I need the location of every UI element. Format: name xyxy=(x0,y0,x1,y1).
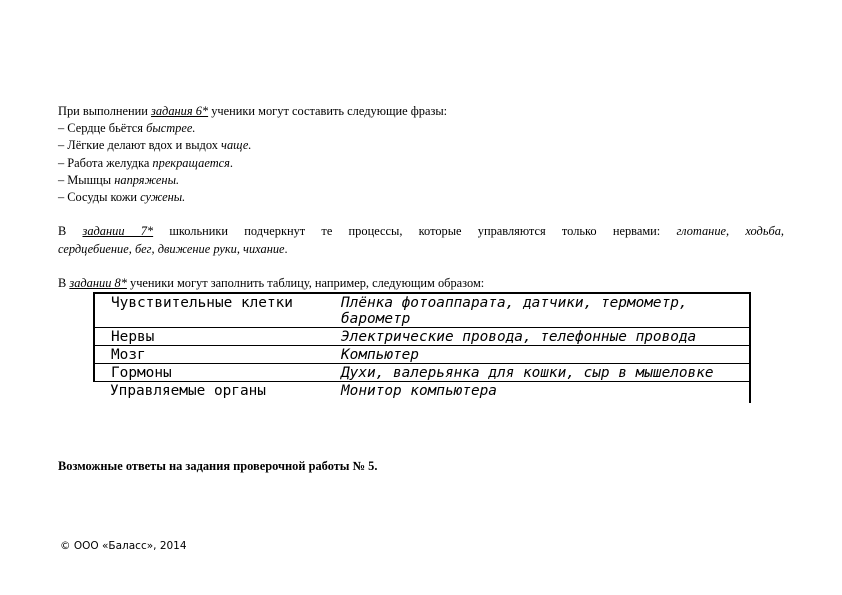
copyright-footer: © ООО «Баласс», 2014 xyxy=(60,540,187,552)
intro-text: При выполнении xyxy=(58,104,152,118)
task8-text: В xyxy=(58,276,70,290)
phrase-item xyxy=(58,189,784,206)
table-cell-organ: Мозг xyxy=(94,346,325,364)
task7-text-mid: школьники подчеркнут те процессы, которые управляются только нервами: xyxy=(153,224,677,239)
phrase-punct: . xyxy=(182,190,186,205)
table-cell-analogy: Электрические провода, телефонные провода xyxy=(325,328,750,346)
task6-reference: задания 6* xyxy=(151,104,209,118)
table-cell-organ: Нервы xyxy=(94,328,325,346)
paragraph-gap xyxy=(58,258,784,275)
section-heading: Возможные ответы на задания проверочной работы № 5. xyxy=(58,459,378,473)
paragraph-gap xyxy=(58,206,784,223)
task7-answers-part2: сердцебиение, бег, движение руки, чихание xyxy=(58,241,285,256)
task7-line-1 xyxy=(58,223,784,240)
phrase-answer: быстрее xyxy=(146,121,193,136)
table-cell-organ: Управляемые органы xyxy=(110,383,266,399)
phrase-punct: . xyxy=(248,138,252,153)
phrase-punct: . xyxy=(175,172,180,187)
task8-reference: задании 8* xyxy=(69,276,127,290)
phrase-item xyxy=(58,137,784,154)
table-cell-analogy: Монитор компьютера xyxy=(325,382,750,404)
table-cell-analogy: Духи, валерьянка для кошки, сыр в мышеловке xyxy=(325,364,750,382)
phrase-text: – Мышцы xyxy=(58,172,115,187)
intro-line-task8 xyxy=(58,275,784,292)
table-cell-analogy: Плёнка фотоаппарата, датчики, термометр, барометр xyxy=(325,293,750,328)
phrase-answer: сужены xyxy=(140,190,183,205)
phrase-text: – Сосуды кожи xyxy=(58,190,141,205)
table-cell-organ: Чувствительные клетки xyxy=(94,293,325,328)
table-row xyxy=(94,346,750,364)
phrase-punct: . xyxy=(192,121,196,136)
task7-text: В xyxy=(58,224,83,239)
phrase-text: – Работа желудка xyxy=(58,155,153,170)
phrase-answer: чаще xyxy=(221,138,249,153)
task7-punct: . xyxy=(284,241,288,256)
phrase-answer: прекращается xyxy=(152,155,230,170)
intro-text-tail: ученики могут составить следующие фразы: xyxy=(208,104,448,118)
table-cell-analogy: Компьютер xyxy=(325,346,750,364)
task7-answers-part1: глотание, ходьба, xyxy=(676,224,784,239)
phrase-item xyxy=(58,120,784,137)
table-row xyxy=(94,382,750,404)
table-cell-organ: Гормоны xyxy=(94,364,325,382)
phrase-item xyxy=(58,172,784,189)
analogy-table xyxy=(93,292,751,403)
table-row xyxy=(94,328,750,346)
phrase-text: – Лёгкие делают вдох и выдох xyxy=(58,138,222,153)
task8-text-tail: ученики могут заполнить таблицу, например, следующим образом: xyxy=(126,276,485,290)
task7-line-2 xyxy=(58,241,784,258)
table-row xyxy=(94,364,750,382)
phrase-item xyxy=(58,155,784,172)
phrase-answer: напряжены xyxy=(114,172,176,187)
text-block xyxy=(58,103,784,292)
table-row xyxy=(94,293,750,328)
phrase-text: – Сердце бьётся xyxy=(58,121,147,136)
task7-reference: задании 7* xyxy=(82,224,154,239)
intro-line-task6 xyxy=(58,103,784,120)
phrase-punct: . xyxy=(229,155,234,170)
